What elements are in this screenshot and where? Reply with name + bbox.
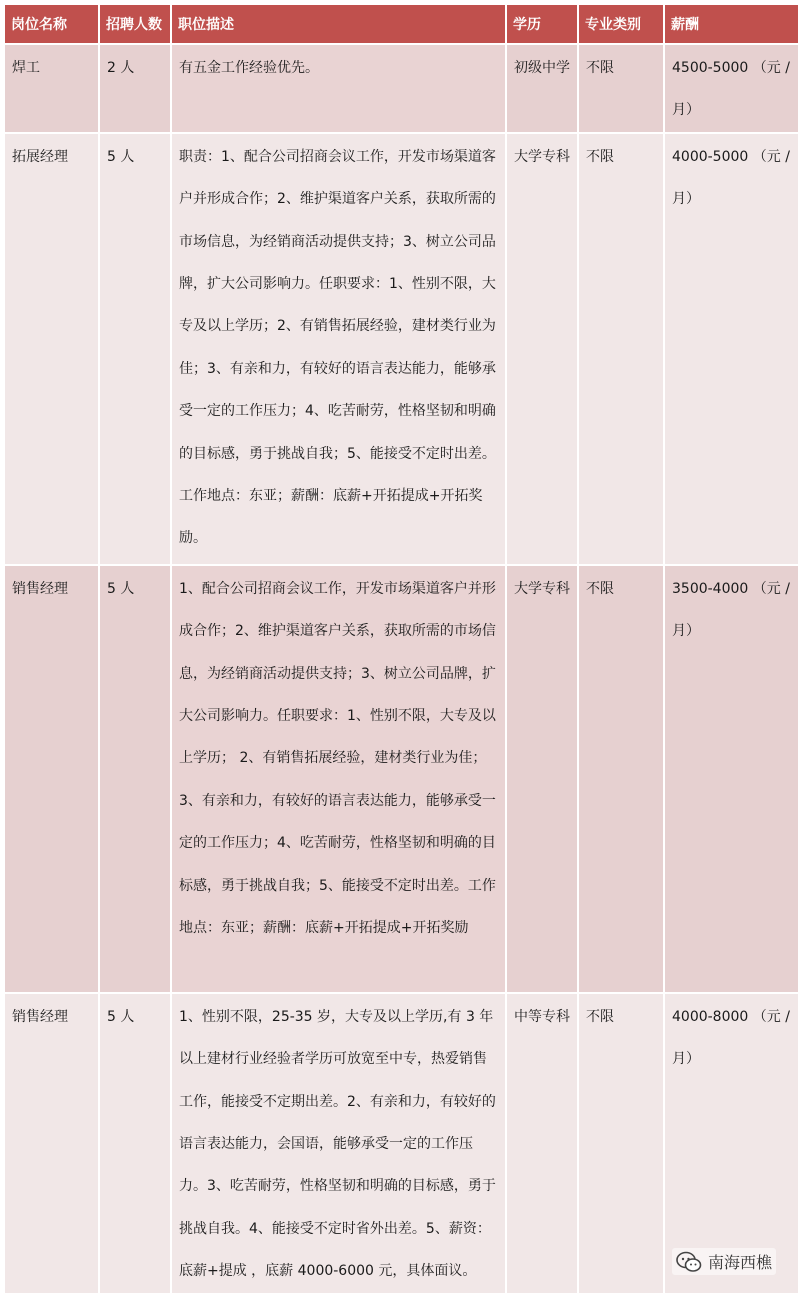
cell-major: 不限 — [578, 133, 664, 565]
header-education: 学历 — [506, 4, 578, 44]
header-position: 岗位名称 — [4, 4, 99, 44]
cell-description: 职责：1、配合公司招商会议工作，开发市场渠道客户并形成合作；2、维护渠道客户关系，获取所需的市场信息，为经销商活动提供支持；3、树立公司品牌，扩大公司影响力。任职要求：1、性别不限，大专及以上学历；2、有销售拓展经验，建材类行业为佳；3、有亲和力，有较好的语言表达能力，能够承受一定的工作压力；4、吃苦耐劳，性格坚韧和明确的目标感，勇于挑战自我；5、能接受不定时出差。工作地点：东亚；薪酬：底薪+开拓提成+开拓奖励。 — [171, 133, 506, 565]
header-description: 职位描述 — [171, 4, 506, 44]
job-table — [3, 3, 798, 1295]
cell-headcount: 5 人 — [99, 565, 171, 993]
cell-position: 拓展经理 — [4, 133, 99, 565]
table-row — [4, 44, 798, 133]
cell-salary: 4000-8000 （元 / 月） — [664, 993, 798, 1294]
cell-salary: 3500-4000 （元 / 月） — [664, 565, 798, 993]
cell-education: 大学专科 — [506, 133, 578, 565]
cell-description: 1、性别不限，25-35 岁，大专及以上学历,有 3 年以上建材行业经验者学历可放宽至中专，热爱销售工作，能接受不定期出差。2、有亲和力，有较好的语言表达能力，会国语，能够承受一定的工作压力。3、吃苦耐劳，性格坚韧和明确的目标感，勇于挑战自我。4、能接受不定时省外出差。5、薪资：底薪+提成 ，底薪 4000-6000 元，具体面议。 — [171, 993, 506, 1294]
cell-education: 中等专科 — [506, 993, 578, 1294]
table-row — [4, 565, 798, 993]
watermark — [672, 1248, 776, 1275]
cell-position: 销售经理 — [4, 565, 99, 993]
cell-major: 不限 — [578, 993, 664, 1294]
cell-salary: 4500-5000 （元 / 月） — [664, 44, 798, 133]
table-row — [4, 133, 798, 565]
header-salary: 薪酬 — [664, 4, 798, 44]
header-major: 专业类别 — [578, 4, 664, 44]
cell-headcount: 2 人 — [99, 44, 171, 133]
cell-salary: 4000-5000 （元 / 月） — [664, 133, 798, 565]
cell-education: 初级中学 — [506, 44, 578, 133]
cell-headcount: 5 人 — [99, 133, 171, 565]
cell-major: 不限 — [578, 44, 664, 133]
cell-position: 焊工 — [4, 44, 99, 133]
table-header-row — [4, 4, 798, 44]
cell-description: 有五金工作经验优先。 — [171, 44, 506, 133]
watermark-text: 南海西樵 — [707, 1253, 772, 1272]
cell-major: 不限 — [578, 565, 664, 993]
cell-description: 1、配合公司招商会议工作，开发市场渠道客户并形成合作；2、维护渠道客户关系，获取所需的市场信息，为经销商活动提供支持；3、树立公司品牌，扩大公司影响力。任职要求：1、性别不限，大专及以上学历； 2、有销售拓展经验，建材类行业为佳；3、有亲和力，有较好的语言表达能力，能够承受一定的工作压力；4、吃苦耐劳，性格坚韧和明确的目标感，勇于挑战自我；5、能接受不定时出差。工作地点：东亚；薪酬：底薪+开拓提成+开拓奖励 — [171, 565, 506, 993]
cell-headcount: 5 人 — [99, 993, 171, 1294]
cell-education: 大学专科 — [506, 565, 578, 993]
cell-position: 销售经理 — [4, 993, 99, 1294]
wechat-icon — [676, 1251, 702, 1273]
header-headcount: 招聘人数 — [99, 4, 171, 44]
